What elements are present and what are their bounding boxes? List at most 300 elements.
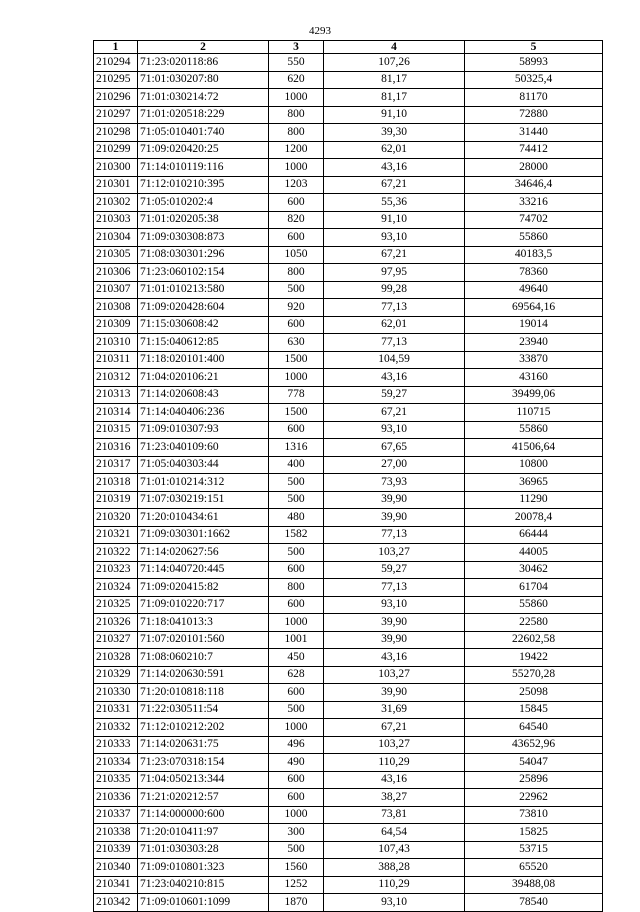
- column-header-4: 4: [324, 41, 465, 54]
- area-cell: 500: [269, 841, 324, 859]
- row-number-cell: 210318: [94, 474, 138, 492]
- rate-cell: 27,00: [324, 456, 465, 474]
- row-number-cell: 210299: [94, 141, 138, 159]
- row-number-cell: 210303: [94, 211, 138, 229]
- area-cell: 778: [269, 386, 324, 404]
- cadastral-number-cell: 71:14:020627:56: [138, 544, 269, 562]
- rate-cell: 39,90: [324, 491, 465, 509]
- row-number-cell: 210340: [94, 859, 138, 877]
- value-cell: 19422: [465, 649, 603, 667]
- cadastral-number-cell: 71:14:040720:445: [138, 561, 269, 579]
- row-number-cell: 210337: [94, 806, 138, 824]
- row-number-cell: 210307: [94, 281, 138, 299]
- row-number-cell: 210328: [94, 649, 138, 667]
- rate-cell: 99,28: [324, 281, 465, 299]
- rate-cell: 81,17: [324, 71, 465, 89]
- row-number-cell: 210298: [94, 124, 138, 142]
- row-number-cell: 210326: [94, 614, 138, 632]
- area-cell: 600: [269, 684, 324, 702]
- cadastral-number-cell: 71:15:040612:85: [138, 334, 269, 352]
- page-number: 4293: [309, 25, 331, 37]
- value-cell: 55270,28: [465, 666, 603, 684]
- value-cell: 54047: [465, 754, 603, 772]
- cadastral-number-cell: 71:09:020420:25: [138, 141, 269, 159]
- row-number-cell: 210335: [94, 771, 138, 789]
- value-cell: 61704: [465, 579, 603, 597]
- value-cell: 55860: [465, 229, 603, 247]
- row-number-cell: 210305: [94, 246, 138, 264]
- rate-cell: 93,10: [324, 596, 465, 614]
- cadastral-number-cell: 71:21:020212:57: [138, 789, 269, 807]
- table-row: [94, 561, 603, 579]
- area-cell: 1560: [269, 859, 324, 877]
- value-cell: 72880: [465, 106, 603, 124]
- value-cell: 31440: [465, 124, 603, 142]
- row-number-cell: 210323: [94, 561, 138, 579]
- cadastral-number-cell: 71:01:010214:312: [138, 474, 269, 492]
- value-cell: 25896: [465, 771, 603, 789]
- area-cell: 490: [269, 754, 324, 772]
- table-row: [94, 509, 603, 527]
- area-cell: 1000: [269, 89, 324, 107]
- rate-cell: 93,10: [324, 894, 465, 912]
- column-header-1: 1: [94, 41, 138, 54]
- table-row: [94, 474, 603, 492]
- area-cell: 1050: [269, 246, 324, 264]
- table-row: [94, 789, 603, 807]
- table-row: [94, 631, 603, 649]
- table-row: [94, 841, 603, 859]
- table-row: [94, 369, 603, 387]
- column-header-5: 5: [465, 41, 603, 54]
- cadastral-number-cell: 71:23:040210:815: [138, 876, 269, 894]
- value-cell: 23940: [465, 334, 603, 352]
- row-number-cell: 210308: [94, 299, 138, 317]
- value-cell: 22580: [465, 614, 603, 632]
- row-number-cell: 210331: [94, 701, 138, 719]
- table-body: [94, 54, 603, 912]
- area-cell: 800: [269, 579, 324, 597]
- value-cell: 19014: [465, 316, 603, 334]
- table-row: [94, 579, 603, 597]
- rate-cell: 67,21: [324, 176, 465, 194]
- rate-cell: 64,54: [324, 824, 465, 842]
- area-cell: 600: [269, 771, 324, 789]
- rate-cell: 388,28: [324, 859, 465, 877]
- rate-cell: 39,30: [324, 124, 465, 142]
- rate-cell: 67,65: [324, 439, 465, 457]
- table-row: [94, 701, 603, 719]
- area-cell: 800: [269, 106, 324, 124]
- row-number-cell: 210330: [94, 684, 138, 702]
- area-cell: 920: [269, 299, 324, 317]
- table-row: [94, 894, 603, 912]
- area-cell: 600: [269, 421, 324, 439]
- rate-cell: 93,10: [324, 421, 465, 439]
- table-row: [94, 159, 603, 177]
- area-cell: 500: [269, 544, 324, 562]
- cadastral-number-cell: 71:12:010212:202: [138, 719, 269, 737]
- cadastral-number-cell: 71:23:040109:60: [138, 439, 269, 457]
- rate-cell: 55,36: [324, 194, 465, 212]
- rate-cell: 110,29: [324, 754, 465, 772]
- row-number-cell: 210334: [94, 754, 138, 772]
- area-cell: 1200: [269, 141, 324, 159]
- value-cell: 73810: [465, 806, 603, 824]
- row-number-cell: 210319: [94, 491, 138, 509]
- area-cell: 820: [269, 211, 324, 229]
- table-row: [94, 404, 603, 422]
- rate-cell: 62,01: [324, 141, 465, 159]
- table-header-row: [94, 41, 603, 54]
- table-row: [94, 264, 603, 282]
- value-cell: 55860: [465, 596, 603, 614]
- rate-cell: 104,59: [324, 351, 465, 369]
- row-number-cell: 210317: [94, 456, 138, 474]
- table-row: [94, 54, 603, 72]
- cadastral-number-cell: 71:14:010119:116: [138, 159, 269, 177]
- area-cell: 1203: [269, 176, 324, 194]
- value-cell: 39488,08: [465, 876, 603, 894]
- rate-cell: 77,13: [324, 526, 465, 544]
- value-cell: 41506,64: [465, 439, 603, 457]
- rate-cell: 43,16: [324, 159, 465, 177]
- cadastral-number-cell: 71:05:010401:740: [138, 124, 269, 142]
- rate-cell: 43,16: [324, 649, 465, 667]
- rate-cell: 107,26: [324, 54, 465, 72]
- area-cell: 480: [269, 509, 324, 527]
- area-cell: 1000: [269, 159, 324, 177]
- value-cell: 40183,5: [465, 246, 603, 264]
- rate-cell: 59,27: [324, 386, 465, 404]
- table-row: [94, 649, 603, 667]
- value-cell: 81170: [465, 89, 603, 107]
- table-row: [94, 106, 603, 124]
- row-number-cell: 210338: [94, 824, 138, 842]
- area-cell: 1001: [269, 631, 324, 649]
- row-number-cell: 210342: [94, 894, 138, 912]
- table-row: [94, 246, 603, 264]
- rate-cell: 81,17: [324, 89, 465, 107]
- table-row: [94, 194, 603, 212]
- value-cell: 66444: [465, 526, 603, 544]
- area-cell: 600: [269, 194, 324, 212]
- row-number-cell: 210295: [94, 71, 138, 89]
- area-cell: 1000: [269, 369, 324, 387]
- area-cell: 496: [269, 736, 324, 754]
- rate-cell: 103,27: [324, 666, 465, 684]
- area-cell: 600: [269, 596, 324, 614]
- table-row: [94, 544, 603, 562]
- cadastral-number-cell: 71:07:020101:560: [138, 631, 269, 649]
- rate-cell: 43,16: [324, 771, 465, 789]
- cadastral-number-cell: 71:22:030511:54: [138, 701, 269, 719]
- value-cell: 65520: [465, 859, 603, 877]
- value-cell: 22602,58: [465, 631, 603, 649]
- rate-cell: 62,01: [324, 316, 465, 334]
- value-cell: 39499,06: [465, 386, 603, 404]
- table-row: [94, 351, 603, 369]
- row-number-cell: 210321: [94, 526, 138, 544]
- row-number-cell: 210322: [94, 544, 138, 562]
- rate-cell: 107,43: [324, 841, 465, 859]
- row-number-cell: 210310: [94, 334, 138, 352]
- cadastral-number-cell: 71:09:010307:93: [138, 421, 269, 439]
- area-cell: 1252: [269, 876, 324, 894]
- value-cell: 74702: [465, 211, 603, 229]
- area-cell: 1500: [269, 404, 324, 422]
- cadastral-number-cell: 71:23:020118:86: [138, 54, 269, 72]
- rate-cell: 67,21: [324, 404, 465, 422]
- value-cell: 28000: [465, 159, 603, 177]
- table-row: [94, 824, 603, 842]
- rate-cell: 91,10: [324, 106, 465, 124]
- table-row: [94, 491, 603, 509]
- value-cell: 44005: [465, 544, 603, 562]
- cadastral-number-cell: 71:01:030214:72: [138, 89, 269, 107]
- table-row: [94, 719, 603, 737]
- row-number-cell: 210311: [94, 351, 138, 369]
- rate-cell: 77,13: [324, 334, 465, 352]
- cadastral-number-cell: 71:14:000000:600: [138, 806, 269, 824]
- table-row: [94, 281, 603, 299]
- table-row: [94, 806, 603, 824]
- column-header-2: 2: [138, 41, 269, 54]
- area-cell: 600: [269, 789, 324, 807]
- rate-cell: 93,10: [324, 229, 465, 247]
- row-number-cell: 210301: [94, 176, 138, 194]
- row-number-cell: 210320: [94, 509, 138, 527]
- rate-cell: 73,81: [324, 806, 465, 824]
- row-number-cell: 210316: [94, 439, 138, 457]
- area-cell: 1000: [269, 806, 324, 824]
- area-cell: 600: [269, 561, 324, 579]
- rate-cell: 39,90: [324, 684, 465, 702]
- cadastral-number-cell: 71:04:020106:21: [138, 369, 269, 387]
- row-number-cell: 210339: [94, 841, 138, 859]
- cadastral-number-cell: 71:08:030301:296: [138, 246, 269, 264]
- rate-cell: 31,69: [324, 701, 465, 719]
- row-number-cell: 210297: [94, 106, 138, 124]
- cadastral-number-cell: 71:09:030301:1662: [138, 526, 269, 544]
- area-cell: 1500: [269, 351, 324, 369]
- value-cell: 64540: [465, 719, 603, 737]
- row-number-cell: 210333: [94, 736, 138, 754]
- row-number-cell: 210329: [94, 666, 138, 684]
- value-cell: 43160: [465, 369, 603, 387]
- table-row: [94, 334, 603, 352]
- area-cell: 600: [269, 316, 324, 334]
- value-cell: 55860: [465, 421, 603, 439]
- row-number-cell: 210313: [94, 386, 138, 404]
- area-cell: 628: [269, 666, 324, 684]
- table-row: [94, 89, 603, 107]
- value-cell: 50325,4: [465, 71, 603, 89]
- table-row: [94, 229, 603, 247]
- cadastral-number-cell: 71:04:050213:344: [138, 771, 269, 789]
- cadastral-number-cell: 71:20:010434:61: [138, 509, 269, 527]
- cadastral-number-cell: 71:01:030207:80: [138, 71, 269, 89]
- cadastral-number-cell: 71:12:010210:395: [138, 176, 269, 194]
- area-cell: 500: [269, 474, 324, 492]
- value-cell: 49640: [465, 281, 603, 299]
- table-row: [94, 124, 603, 142]
- table-row: [94, 421, 603, 439]
- cadastral-number-cell: 71:14:040406:236: [138, 404, 269, 422]
- area-cell: 620: [269, 71, 324, 89]
- value-cell: 15845: [465, 701, 603, 719]
- table-row: [94, 141, 603, 159]
- area-cell: 400: [269, 456, 324, 474]
- table-row: [94, 596, 603, 614]
- table-row: [94, 456, 603, 474]
- value-cell: 53715: [465, 841, 603, 859]
- area-cell: 1582: [269, 526, 324, 544]
- rate-cell: 77,13: [324, 299, 465, 317]
- row-number-cell: 210309: [94, 316, 138, 334]
- area-cell: 630: [269, 334, 324, 352]
- area-cell: 500: [269, 491, 324, 509]
- value-cell: 69564,16: [465, 299, 603, 317]
- area-cell: 600: [269, 229, 324, 247]
- value-cell: 30462: [465, 561, 603, 579]
- rate-cell: 39,90: [324, 614, 465, 632]
- cadastral-number-cell: 71:20:010818:118: [138, 684, 269, 702]
- area-cell: 550: [269, 54, 324, 72]
- cadastral-number-cell: 71:01:020205:38: [138, 211, 269, 229]
- row-number-cell: 210314: [94, 404, 138, 422]
- table-row: [94, 526, 603, 544]
- row-number-cell: 210296: [94, 89, 138, 107]
- cadastral-number-cell: 71:14:020631:75: [138, 736, 269, 754]
- cadastral-number-cell: 71:18:041013:3: [138, 614, 269, 632]
- value-cell: 110715: [465, 404, 603, 422]
- area-cell: 500: [269, 281, 324, 299]
- cadastral-number-cell: 71:23:070318:154: [138, 754, 269, 772]
- row-number-cell: 210306: [94, 264, 138, 282]
- value-cell: 78360: [465, 264, 603, 282]
- cadastral-number-cell: 71:09:030308:873: [138, 229, 269, 247]
- row-number-cell: 210300: [94, 159, 138, 177]
- area-cell: 500: [269, 701, 324, 719]
- table-row: [94, 386, 603, 404]
- row-number-cell: 210302: [94, 194, 138, 212]
- table-row: [94, 859, 603, 877]
- row-number-cell: 210327: [94, 631, 138, 649]
- rate-cell: 43,16: [324, 369, 465, 387]
- rate-cell: 38,27: [324, 789, 465, 807]
- area-cell: 450: [269, 649, 324, 667]
- row-number-cell: 210341: [94, 876, 138, 894]
- rate-cell: 91,10: [324, 211, 465, 229]
- cadastral-number-cell: 71:09:010801:323: [138, 859, 269, 877]
- table-row: [94, 771, 603, 789]
- value-cell: 22962: [465, 789, 603, 807]
- rate-cell: 110,29: [324, 876, 465, 894]
- value-cell: 74412: [465, 141, 603, 159]
- cadastral-number-cell: 71:07:030219:151: [138, 491, 269, 509]
- table-row: [94, 684, 603, 702]
- value-cell: 10800: [465, 456, 603, 474]
- cadastral-number-cell: 71:01:020518:229: [138, 106, 269, 124]
- value-cell: 11290: [465, 491, 603, 509]
- cadastral-number-cell: 71:14:020630:591: [138, 666, 269, 684]
- value-cell: 25098: [465, 684, 603, 702]
- value-cell: 34646,4: [465, 176, 603, 194]
- area-cell: 800: [269, 124, 324, 142]
- data-table: [93, 40, 603, 912]
- rate-cell: 67,21: [324, 719, 465, 737]
- table-row: [94, 71, 603, 89]
- area-cell: 300: [269, 824, 324, 842]
- area-cell: 1870: [269, 894, 324, 912]
- cadastral-number-cell: 71:09:020428:604: [138, 299, 269, 317]
- rate-cell: 97,95: [324, 264, 465, 282]
- cadastral-number-cell: 71:08:060210:7: [138, 649, 269, 667]
- table-row: [94, 736, 603, 754]
- cadastral-number-cell: 71:14:020608:43: [138, 386, 269, 404]
- table-row: [94, 439, 603, 457]
- rate-cell: 39,90: [324, 631, 465, 649]
- row-number-cell: 210336: [94, 789, 138, 807]
- row-number-cell: 210324: [94, 579, 138, 597]
- table-row: [94, 614, 603, 632]
- value-cell: 33216: [465, 194, 603, 212]
- table-row: [94, 666, 603, 684]
- cadastral-number-cell: 71:09:010601:1099: [138, 894, 269, 912]
- table-row: [94, 316, 603, 334]
- cadastral-number-cell: 71:01:010213:580: [138, 281, 269, 299]
- cadastral-number-cell: 71:05:040303:44: [138, 456, 269, 474]
- cadastral-number-cell: 71:09:020415:82: [138, 579, 269, 597]
- cadastral-number-cell: 71:15:030608:42: [138, 316, 269, 334]
- value-cell: 43652,96: [465, 736, 603, 754]
- row-number-cell: 210315: [94, 421, 138, 439]
- value-cell: 78540: [465, 894, 603, 912]
- cadastral-number-cell: 71:18:020101:400: [138, 351, 269, 369]
- value-cell: 36965: [465, 474, 603, 492]
- area-cell: 1000: [269, 719, 324, 737]
- area-cell: 1316: [269, 439, 324, 457]
- value-cell: 20078,4: [465, 509, 603, 527]
- value-cell: 15825: [465, 824, 603, 842]
- cadastral-number-cell: 71:23:060102:154: [138, 264, 269, 282]
- column-header-3: 3: [269, 41, 324, 54]
- rate-cell: 67,21: [324, 246, 465, 264]
- rate-cell: 103,27: [324, 544, 465, 562]
- cadastral-number-cell: 71:01:030303:28: [138, 841, 269, 859]
- rate-cell: 73,93: [324, 474, 465, 492]
- area-cell: 800: [269, 264, 324, 282]
- cadastral-number-cell: 71:20:010411:97: [138, 824, 269, 842]
- rate-cell: 39,90: [324, 509, 465, 527]
- table-row: [94, 299, 603, 317]
- table-row: [94, 876, 603, 894]
- value-cell: 58993: [465, 54, 603, 72]
- table-row: [94, 754, 603, 772]
- row-number-cell: 210325: [94, 596, 138, 614]
- cadastral-number-cell: 71:09:010220:717: [138, 596, 269, 614]
- row-number-cell: 210332: [94, 719, 138, 737]
- row-number-cell: 210294: [94, 54, 138, 72]
- cadastral-number-cell: 71:05:010202:4: [138, 194, 269, 212]
- table-row: [94, 176, 603, 194]
- table-row: [94, 211, 603, 229]
- rate-cell: 77,13: [324, 579, 465, 597]
- row-number-cell: 210304: [94, 229, 138, 247]
- rate-cell: 59,27: [324, 561, 465, 579]
- rate-cell: 103,27: [324, 736, 465, 754]
